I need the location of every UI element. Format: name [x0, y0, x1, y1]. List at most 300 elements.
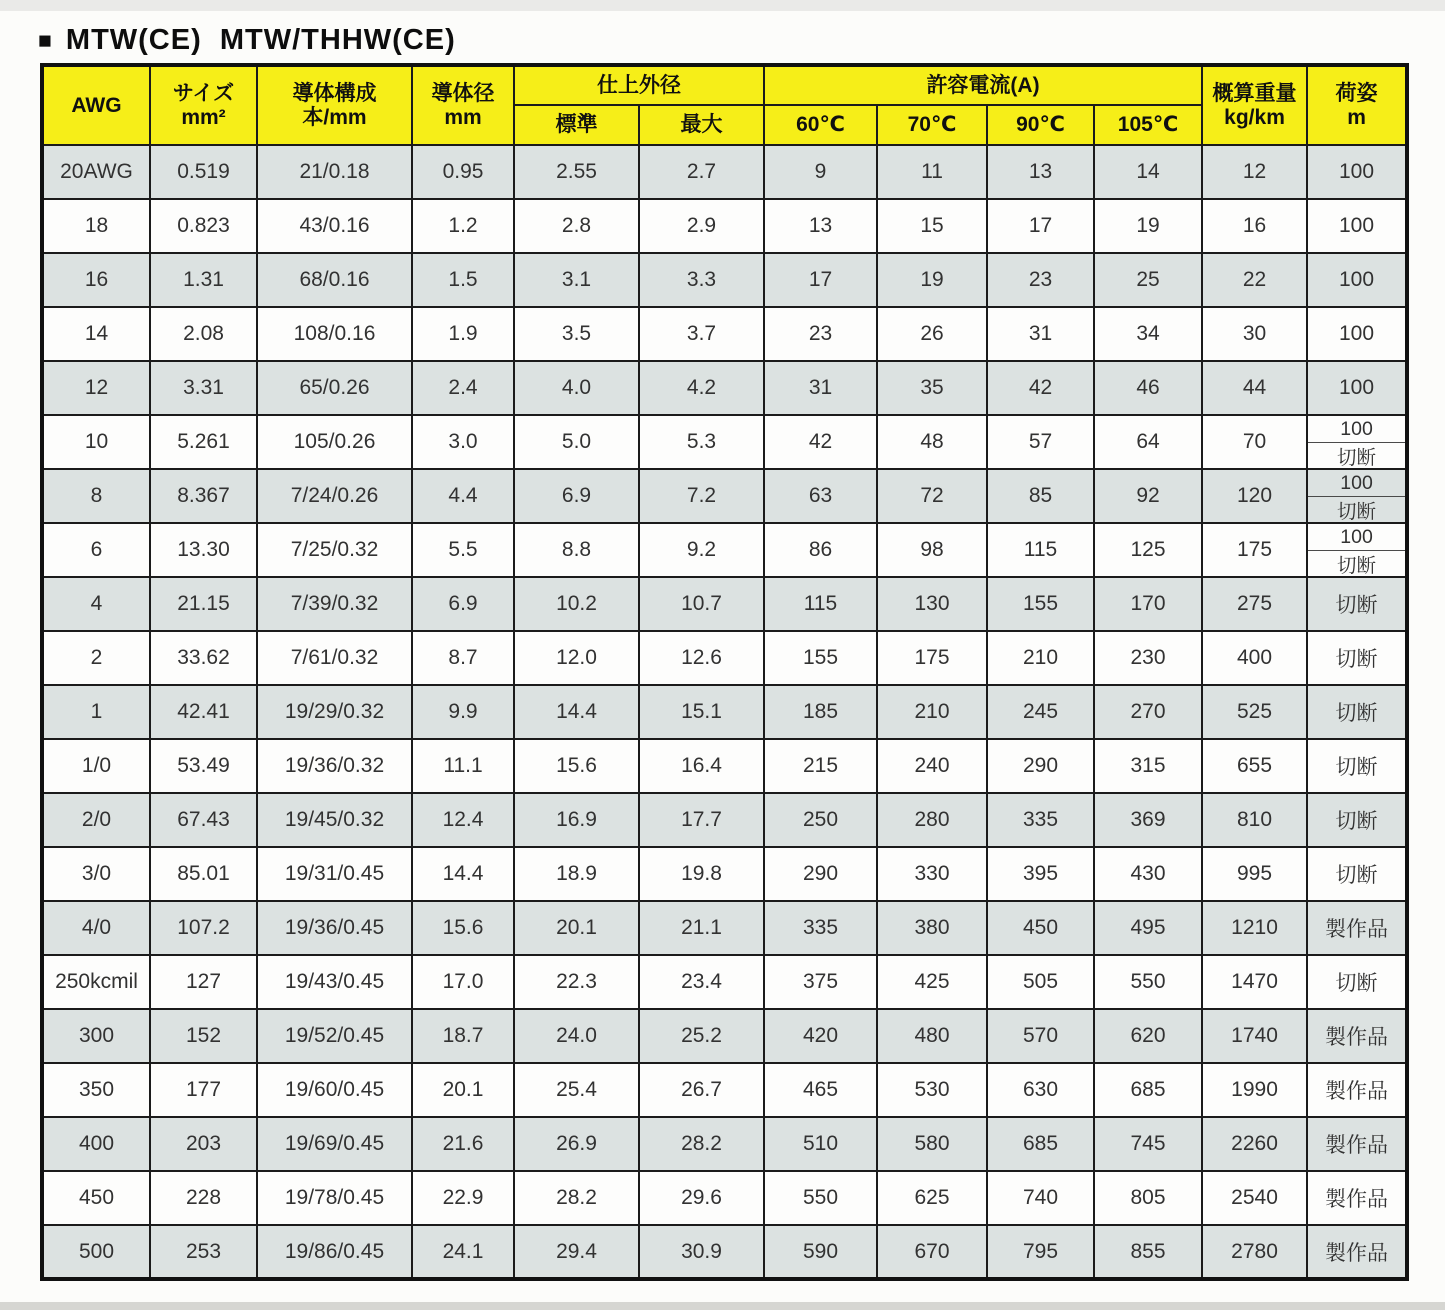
cell-wt: 525 — [1202, 685, 1307, 739]
cell-a70: 210 — [877, 685, 987, 739]
cell-od_std: 15.6 — [514, 739, 639, 793]
cell-a105: 14 — [1094, 145, 1202, 199]
cell-cond: 19/36/0.45 — [257, 901, 412, 955]
cell-cond: 19/43/0.45 — [257, 955, 412, 1009]
cell-a60: 63 — [764, 469, 877, 523]
cell-awg: 1/0 — [42, 739, 150, 793]
cell-a60: 13 — [764, 199, 877, 253]
col-header-ampacity: 許容電流(A) — [764, 65, 1202, 105]
cell-a90: 740 — [987, 1171, 1094, 1225]
col-header-weight — [1202, 65, 1307, 145]
cell-a70: 175 — [877, 631, 987, 685]
cell-od_std: 6.9 — [514, 469, 639, 523]
cell-dia: 2.4 — [412, 361, 514, 415]
cell-awg: 500 — [42, 1225, 150, 1279]
cell-cond: 105/0.26 — [257, 415, 412, 469]
cell-awg: 300 — [42, 1009, 150, 1063]
cell-awg: 8 — [42, 469, 150, 523]
cell-a105: 125 — [1094, 523, 1202, 577]
cell-size: 42.41 — [150, 685, 257, 739]
cell-a70: 240 — [877, 739, 987, 793]
cell-a90: 290 — [987, 739, 1094, 793]
col-header-weight-line1: 概算重量 — [1212, 81, 1297, 105]
title-square-bullet-icon: ■ — [38, 27, 53, 53]
cell-a105: 34 — [1094, 307, 1202, 361]
cell-a70: 380 — [877, 901, 987, 955]
header-row-1 — [42, 65, 1407, 105]
cell-awg: 10 — [42, 415, 150, 469]
cell-a70: 580 — [877, 1117, 987, 1171]
cell-load-part: 100 — [1340, 471, 1373, 494]
cell-a60: 17 — [764, 253, 877, 307]
cell-cond: 19/60/0.45 — [257, 1063, 412, 1117]
cell-cond: 7/24/0.26 — [257, 469, 412, 523]
col-header-packing-line1: 荷姿 — [1335, 81, 1378, 105]
cell-a60: 9 — [764, 145, 877, 199]
cell-od_std: 29.4 — [514, 1225, 639, 1279]
cell-a60: 550 — [764, 1171, 877, 1225]
cell-wt: 1990 — [1202, 1063, 1307, 1117]
cell-a90: 505 — [987, 955, 1094, 1009]
cell-awg: 3/0 — [42, 847, 150, 901]
cell-a90: 115 — [987, 523, 1094, 577]
cell-load: 切断 — [1307, 793, 1407, 847]
cell-size: 2.08 — [150, 307, 257, 361]
cell-a105: 315 — [1094, 739, 1202, 793]
col-header-weight-line2: kg/km — [1224, 105, 1285, 129]
cell-a90: 630 — [987, 1063, 1094, 1117]
cell-dia: 14.4 — [412, 847, 514, 901]
col-header-size — [150, 65, 257, 145]
cell-awg: 18 — [42, 199, 150, 253]
cell-a105: 855 — [1094, 1225, 1202, 1279]
cell-a90: 23 — [987, 253, 1094, 307]
col-header-conductor-line1: 導体構成 — [292, 81, 377, 105]
cell-load: 切断 — [1307, 955, 1407, 1009]
cell-wt: 1210 — [1202, 901, 1307, 955]
table-row — [42, 685, 1407, 739]
cell-a60: 23 — [764, 307, 877, 361]
cell-od_std: 18.9 — [514, 847, 639, 901]
cell-a60: 215 — [764, 739, 877, 793]
cell-cond: 7/61/0.32 — [257, 631, 412, 685]
cell-dia: 15.6 — [412, 901, 514, 955]
cell-wt: 175 — [1202, 523, 1307, 577]
cell-a90: 335 — [987, 793, 1094, 847]
cell-awg: 2 — [42, 631, 150, 685]
cell-a105: 369 — [1094, 793, 1202, 847]
cell-od_max: 17.7 — [639, 793, 764, 847]
cell-cond: 108/0.16 — [257, 307, 412, 361]
cell-a70: 48 — [877, 415, 987, 469]
cell-od_std: 3.1 — [514, 253, 639, 307]
cell-size: 152 — [150, 1009, 257, 1063]
cell-od_max: 19.8 — [639, 847, 764, 901]
col-header-105c: 105℃ — [1094, 105, 1202, 145]
cell-a105: 92 — [1094, 469, 1202, 523]
cell-wt: 2540 — [1202, 1171, 1307, 1225]
cell-load: 100 — [1307, 145, 1407, 199]
cell-a70: 130 — [877, 577, 987, 631]
cell-cond: 7/25/0.32 — [257, 523, 412, 577]
cell-cond: 19/52/0.45 — [257, 1009, 412, 1063]
cell-dia: 5.5 — [412, 523, 514, 577]
cell-size: 13.30 — [150, 523, 257, 577]
cell-wt: 120 — [1202, 469, 1307, 523]
cell-awg: 250kcmil — [42, 955, 150, 1009]
cell-a60: 590 — [764, 1225, 877, 1279]
cell-load: 切断 — [1307, 739, 1407, 793]
cell-a70: 625 — [877, 1171, 987, 1225]
cell-awg: 1 — [42, 685, 150, 739]
cell-a90: 210 — [987, 631, 1094, 685]
cell-od_std: 12.0 — [514, 631, 639, 685]
cell-a60: 42 — [764, 415, 877, 469]
cell-awg: 4 — [42, 577, 150, 631]
cell-size: 1.31 — [150, 253, 257, 307]
cell-load: 100 — [1307, 199, 1407, 253]
cell-a90: 57 — [987, 415, 1094, 469]
table-row — [42, 199, 1407, 253]
col-header-packing — [1307, 65, 1407, 145]
cell-a90: 155 — [987, 577, 1094, 631]
table-row — [42, 793, 1407, 847]
cell-load: 製作品 — [1307, 1171, 1407, 1225]
cell-od_max: 12.6 — [639, 631, 764, 685]
cell-a70: 26 — [877, 307, 987, 361]
cell-cond: 19/69/0.45 — [257, 1117, 412, 1171]
cell-od_max: 10.7 — [639, 577, 764, 631]
cell-awg: 14 — [42, 307, 150, 361]
page-title-text: MTW(CE) MTW/THHW(CE) — [65, 24, 456, 56]
cell-load: 製作品 — [1307, 1117, 1407, 1171]
cell-a105: 230 — [1094, 631, 1202, 685]
cell-awg: 350 — [42, 1063, 150, 1117]
cell-load: 切断 — [1307, 631, 1407, 685]
page-edge-bottom — [0, 1302, 1445, 1310]
cell-dia: 0.95 — [412, 145, 514, 199]
cell-a90: 13 — [987, 145, 1094, 199]
cell-wt: 2780 — [1202, 1225, 1307, 1279]
cell-wt: 2260 — [1202, 1117, 1307, 1171]
cell-load: 100 — [1307, 361, 1407, 415]
cell-od_std: 8.8 — [514, 523, 639, 577]
cell-awg: 450 — [42, 1171, 150, 1225]
cell-od_max: 30.9 — [639, 1225, 764, 1279]
table-row — [42, 307, 1407, 361]
cell-cond: 19/36/0.32 — [257, 739, 412, 793]
cell-size: 85.01 — [150, 847, 257, 901]
cell-dia: 22.9 — [412, 1171, 514, 1225]
cell-wt: 22 — [1202, 253, 1307, 307]
col-header-size-line2: mm² — [181, 105, 226, 129]
cell-size: 5.261 — [150, 415, 257, 469]
cell-a70: 35 — [877, 361, 987, 415]
cell-dia: 6.9 — [412, 577, 514, 631]
cell-wt: 30 — [1202, 307, 1307, 361]
cell-load: 100 — [1307, 307, 1407, 361]
cell-a70: 280 — [877, 793, 987, 847]
table-row — [42, 955, 1407, 1009]
cell-wt: 810 — [1202, 793, 1307, 847]
cell-dia: 1.9 — [412, 307, 514, 361]
cell-load-part: 100 — [1340, 525, 1373, 548]
cell-a70: 480 — [877, 1009, 987, 1063]
cell-cond: 19/31/0.45 — [257, 847, 412, 901]
cell-od_std: 28.2 — [514, 1171, 639, 1225]
col-header-packing-line2: m — [1347, 105, 1366, 129]
cell-od_max: 23.4 — [639, 955, 764, 1009]
col-header-diameter-line2: mm — [444, 105, 482, 129]
page-edge-top — [0, 0, 1445, 11]
cell-load-part: 100 — [1340, 417, 1373, 440]
cell-dia: 8.7 — [412, 631, 514, 685]
table-row — [42, 901, 1407, 955]
cell-load: 製作品 — [1307, 1225, 1407, 1279]
table-row — [42, 739, 1407, 793]
col-header-od-standard: 標準 — [514, 105, 639, 145]
cell-a105: 550 — [1094, 955, 1202, 1009]
cell-a60: 86 — [764, 523, 877, 577]
cell-od_max: 25.2 — [639, 1009, 764, 1063]
cell-a90: 245 — [987, 685, 1094, 739]
table-row — [42, 415, 1407, 469]
table-row — [42, 1225, 1407, 1279]
cell-od_max: 15.1 — [639, 685, 764, 739]
cell-a90: 395 — [987, 847, 1094, 901]
cell-od_std: 25.4 — [514, 1063, 639, 1117]
cell-wt: 16 — [1202, 199, 1307, 253]
cell-dia: 4.4 — [412, 469, 514, 523]
cell-load: 製作品 — [1307, 1009, 1407, 1063]
cell-dia: 1.2 — [412, 199, 514, 253]
col-header-diameter — [412, 65, 514, 145]
cell-od_std: 24.0 — [514, 1009, 639, 1063]
cell-cond: 65/0.26 — [257, 361, 412, 415]
cell-od_max: 7.2 — [639, 469, 764, 523]
cell-a90: 17 — [987, 199, 1094, 253]
cell-wt: 275 — [1202, 577, 1307, 631]
table-header — [42, 65, 1407, 145]
cell-load-part: 切断 — [1308, 496, 1405, 522]
cell-size: 8.367 — [150, 469, 257, 523]
cell-wt: 1470 — [1202, 955, 1307, 1009]
cell-a90: 450 — [987, 901, 1094, 955]
table-row — [42, 1171, 1407, 1225]
cell-awg: 4/0 — [42, 901, 150, 955]
cell-load — [1307, 415, 1407, 469]
cell-cond: 21/0.18 — [257, 145, 412, 199]
cell-size: 53.49 — [150, 739, 257, 793]
cell-a90: 31 — [987, 307, 1094, 361]
cell-od_max: 4.2 — [639, 361, 764, 415]
col-header-conductor-line2: 本/mm — [302, 105, 367, 129]
cell-awg: 16 — [42, 253, 150, 307]
col-header-90c: 90℃ — [987, 105, 1094, 145]
cell-a60: 115 — [764, 577, 877, 631]
cell-wt: 12 — [1202, 145, 1307, 199]
table-row — [42, 361, 1407, 415]
cell-awg: 6 — [42, 523, 150, 577]
cell-od_max: 3.3 — [639, 253, 764, 307]
cell-od_std: 2.55 — [514, 145, 639, 199]
wire-spec-table — [40, 63, 1409, 1281]
cell-od_max: 5.3 — [639, 415, 764, 469]
cell-size: 3.31 — [150, 361, 257, 415]
cell-dia: 3.0 — [412, 415, 514, 469]
cell-size: 0.519 — [150, 145, 257, 199]
cell-a105: 25 — [1094, 253, 1202, 307]
table-row — [42, 577, 1407, 631]
cell-a70: 670 — [877, 1225, 987, 1279]
page-title — [38, 24, 456, 57]
cell-dia: 24.1 — [412, 1225, 514, 1279]
table-body — [42, 145, 1407, 1279]
cell-od_max: 3.7 — [639, 307, 764, 361]
cell-a105: 430 — [1094, 847, 1202, 901]
cell-dia: 20.1 — [412, 1063, 514, 1117]
cell-a70: 11 — [877, 145, 987, 199]
cell-a60: 375 — [764, 955, 877, 1009]
cell-size: 107.2 — [150, 901, 257, 955]
cell-a90: 570 — [987, 1009, 1094, 1063]
cell-load — [1307, 523, 1407, 577]
table-row — [42, 469, 1407, 523]
cell-a90: 85 — [987, 469, 1094, 523]
col-header-awg: AWG — [42, 65, 150, 145]
table-row — [42, 145, 1407, 199]
cell-a105: 64 — [1094, 415, 1202, 469]
col-header-conductor — [257, 65, 412, 145]
cell-wt: 400 — [1202, 631, 1307, 685]
cell-cond: 19/86/0.45 — [257, 1225, 412, 1279]
cell-wt: 655 — [1202, 739, 1307, 793]
cell-a70: 98 — [877, 523, 987, 577]
cell-dia: 12.4 — [412, 793, 514, 847]
cell-cond: 7/39/0.32 — [257, 577, 412, 631]
cell-od_std: 20.1 — [514, 901, 639, 955]
cell-a70: 425 — [877, 955, 987, 1009]
cell-load: 製作品 — [1307, 901, 1407, 955]
table-row — [42, 1117, 1407, 1171]
cell-a60: 335 — [764, 901, 877, 955]
cell-a105: 495 — [1094, 901, 1202, 955]
cell-a70: 15 — [877, 199, 987, 253]
cell-size: 67.43 — [150, 793, 257, 847]
cell-a105: 46 — [1094, 361, 1202, 415]
table-row — [42, 631, 1407, 685]
cell-wt: 70 — [1202, 415, 1307, 469]
cell-od_std: 22.3 — [514, 955, 639, 1009]
cell-od_max: 2.7 — [639, 145, 764, 199]
col-header-70c: 70℃ — [877, 105, 987, 145]
cell-a90: 795 — [987, 1225, 1094, 1279]
cell-load — [1307, 469, 1407, 523]
cell-load: 切断 — [1307, 847, 1407, 901]
cell-od_max: 26.7 — [639, 1063, 764, 1117]
cell-a105: 19 — [1094, 199, 1202, 253]
cell-load: 100 — [1307, 253, 1407, 307]
cell-od_std: 2.8 — [514, 199, 639, 253]
cell-od_max: 28.2 — [639, 1117, 764, 1171]
cell-cond: 68/0.16 — [257, 253, 412, 307]
cell-awg: 20AWG — [42, 145, 150, 199]
cell-cond: 19/29/0.32 — [257, 685, 412, 739]
cell-a60: 185 — [764, 685, 877, 739]
cell-wt: 995 — [1202, 847, 1307, 901]
cell-a105: 170 — [1094, 577, 1202, 631]
table-row — [42, 1063, 1407, 1117]
cell-a60: 250 — [764, 793, 877, 847]
cell-load: 製作品 — [1307, 1063, 1407, 1117]
cell-size: 33.62 — [150, 631, 257, 685]
cell-wt: 1740 — [1202, 1009, 1307, 1063]
cell-a90: 685 — [987, 1117, 1094, 1171]
cell-awg: 2/0 — [42, 793, 150, 847]
cell-od_std: 3.5 — [514, 307, 639, 361]
cell-od_std: 16.9 — [514, 793, 639, 847]
cell-cond: 19/45/0.32 — [257, 793, 412, 847]
cell-dia: 17.0 — [412, 955, 514, 1009]
cell-a90: 42 — [987, 361, 1094, 415]
cell-a105: 270 — [1094, 685, 1202, 739]
cell-cond: 19/78/0.45 — [257, 1171, 412, 1225]
table-row — [42, 847, 1407, 901]
cell-a60: 420 — [764, 1009, 877, 1063]
table-row — [42, 253, 1407, 307]
cell-load-part: 切断 — [1308, 550, 1405, 576]
cell-a105: 745 — [1094, 1117, 1202, 1171]
cell-od_max: 16.4 — [639, 739, 764, 793]
cell-dia: 9.9 — [412, 685, 514, 739]
cell-od_std: 10.2 — [514, 577, 639, 631]
cell-a60: 31 — [764, 361, 877, 415]
cell-a70: 19 — [877, 253, 987, 307]
cell-size: 0.823 — [150, 199, 257, 253]
cell-dia: 21.6 — [412, 1117, 514, 1171]
cell-load-part: 切断 — [1308, 442, 1405, 468]
table-row — [42, 1009, 1407, 1063]
cell-a70: 330 — [877, 847, 987, 901]
cell-od_max: 29.6 — [639, 1171, 764, 1225]
cell-size: 228 — [150, 1171, 257, 1225]
col-header-outer-diameter: 仕上外径 — [514, 65, 764, 105]
cell-od_std: 26.9 — [514, 1117, 639, 1171]
cell-load: 切断 — [1307, 577, 1407, 631]
cell-od_std: 5.0 — [514, 415, 639, 469]
cell-size: 21.15 — [150, 577, 257, 631]
col-header-size-line1: サイズ — [172, 81, 235, 105]
cell-size: 127 — [150, 955, 257, 1009]
cell-od_std: 4.0 — [514, 361, 639, 415]
col-header-60c: 60℃ — [764, 105, 877, 145]
cell-od_max: 9.2 — [639, 523, 764, 577]
cell-od_std: 14.4 — [514, 685, 639, 739]
cell-a105: 685 — [1094, 1063, 1202, 1117]
cell-a60: 465 — [764, 1063, 877, 1117]
cell-size: 177 — [150, 1063, 257, 1117]
cell-wt: 44 — [1202, 361, 1307, 415]
cell-dia: 18.7 — [412, 1009, 514, 1063]
col-header-od-max: 最大 — [639, 105, 764, 145]
cell-dia: 1.5 — [412, 253, 514, 307]
cell-od_max: 2.9 — [639, 199, 764, 253]
col-header-diameter-line1: 導体径 — [431, 81, 495, 105]
cell-load: 切断 — [1307, 685, 1407, 739]
cell-a105: 620 — [1094, 1009, 1202, 1063]
cell-a70: 72 — [877, 469, 987, 523]
cell-size: 203 — [150, 1117, 257, 1171]
